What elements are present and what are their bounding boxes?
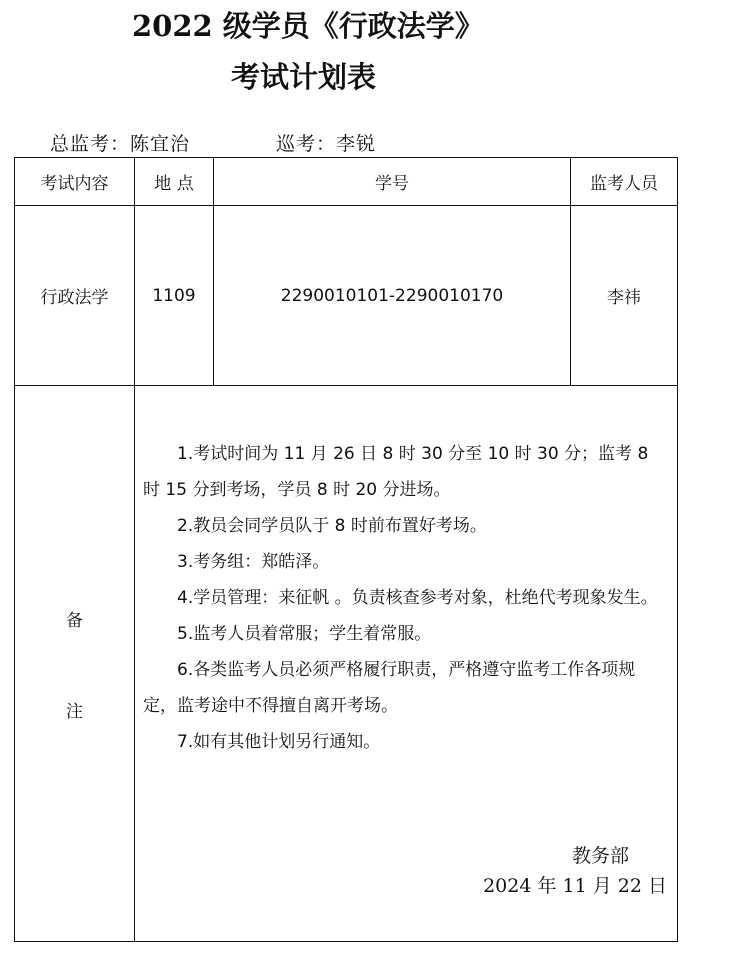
note-item: 5.监考人员着常服；学生着常服。	[177, 624, 432, 644]
note-item: 4.学员管理：来征帆 。负责核查参考对象，杜绝代考现象发生。	[177, 588, 658, 608]
note-item: 3.考务组：郑皓泽。	[177, 552, 330, 572]
notes-list	[143, 436, 667, 760]
table-header-row	[15, 158, 678, 206]
cell-subject: 行政法学	[15, 206, 135, 386]
cell-room: 1109	[135, 206, 214, 386]
note-item: 6.各类监考人员必须严格履行职责，严格遵守监考工作各项规定，监考途中不得擅自离开考场。	[143, 660, 636, 716]
cell-student-ids: 2290010101-2290010170	[214, 206, 571, 386]
table-row	[15, 206, 678, 386]
header-invigilator: 监考人员	[571, 158, 678, 206]
note-item: 2.教员会同学员队于 8 时前布置好考场。	[177, 516, 487, 536]
note-item: 7.如有其他计划另行通知。	[177, 732, 381, 752]
document-title: 2022 级学员《行政法学》	[132, 9, 484, 43]
notes-cell	[135, 386, 678, 942]
patrol-inspector: 巡考：李锐	[276, 133, 377, 155]
remark-label-char-1: 备	[66, 611, 83, 631]
issue-date: 2024 年 11 月 22 日	[483, 875, 667, 897]
chief-invigilator: 总监考：陈宜治	[50, 133, 191, 155]
header-location: 地 点	[135, 158, 214, 206]
notes-row	[15, 386, 678, 942]
exam-plan-table	[14, 157, 678, 942]
note-item: 1.考试时间为 11 月 26 日 8 时 30 分至 10 时 30 分；监考 8 时 15 分到考场，学员 8 时 20 分进场。	[143, 444, 649, 500]
cell-invigilator: 李祎	[571, 206, 678, 386]
document-subtitle: 考试计划表	[231, 60, 377, 94]
header-student-id: 学号	[214, 158, 571, 206]
header-subject: 考试内容	[15, 158, 135, 206]
issuer-signature: 教务部	[571, 845, 629, 867]
remark-label-cell	[15, 386, 135, 942]
remark-label-char-2: 注	[66, 702, 83, 722]
